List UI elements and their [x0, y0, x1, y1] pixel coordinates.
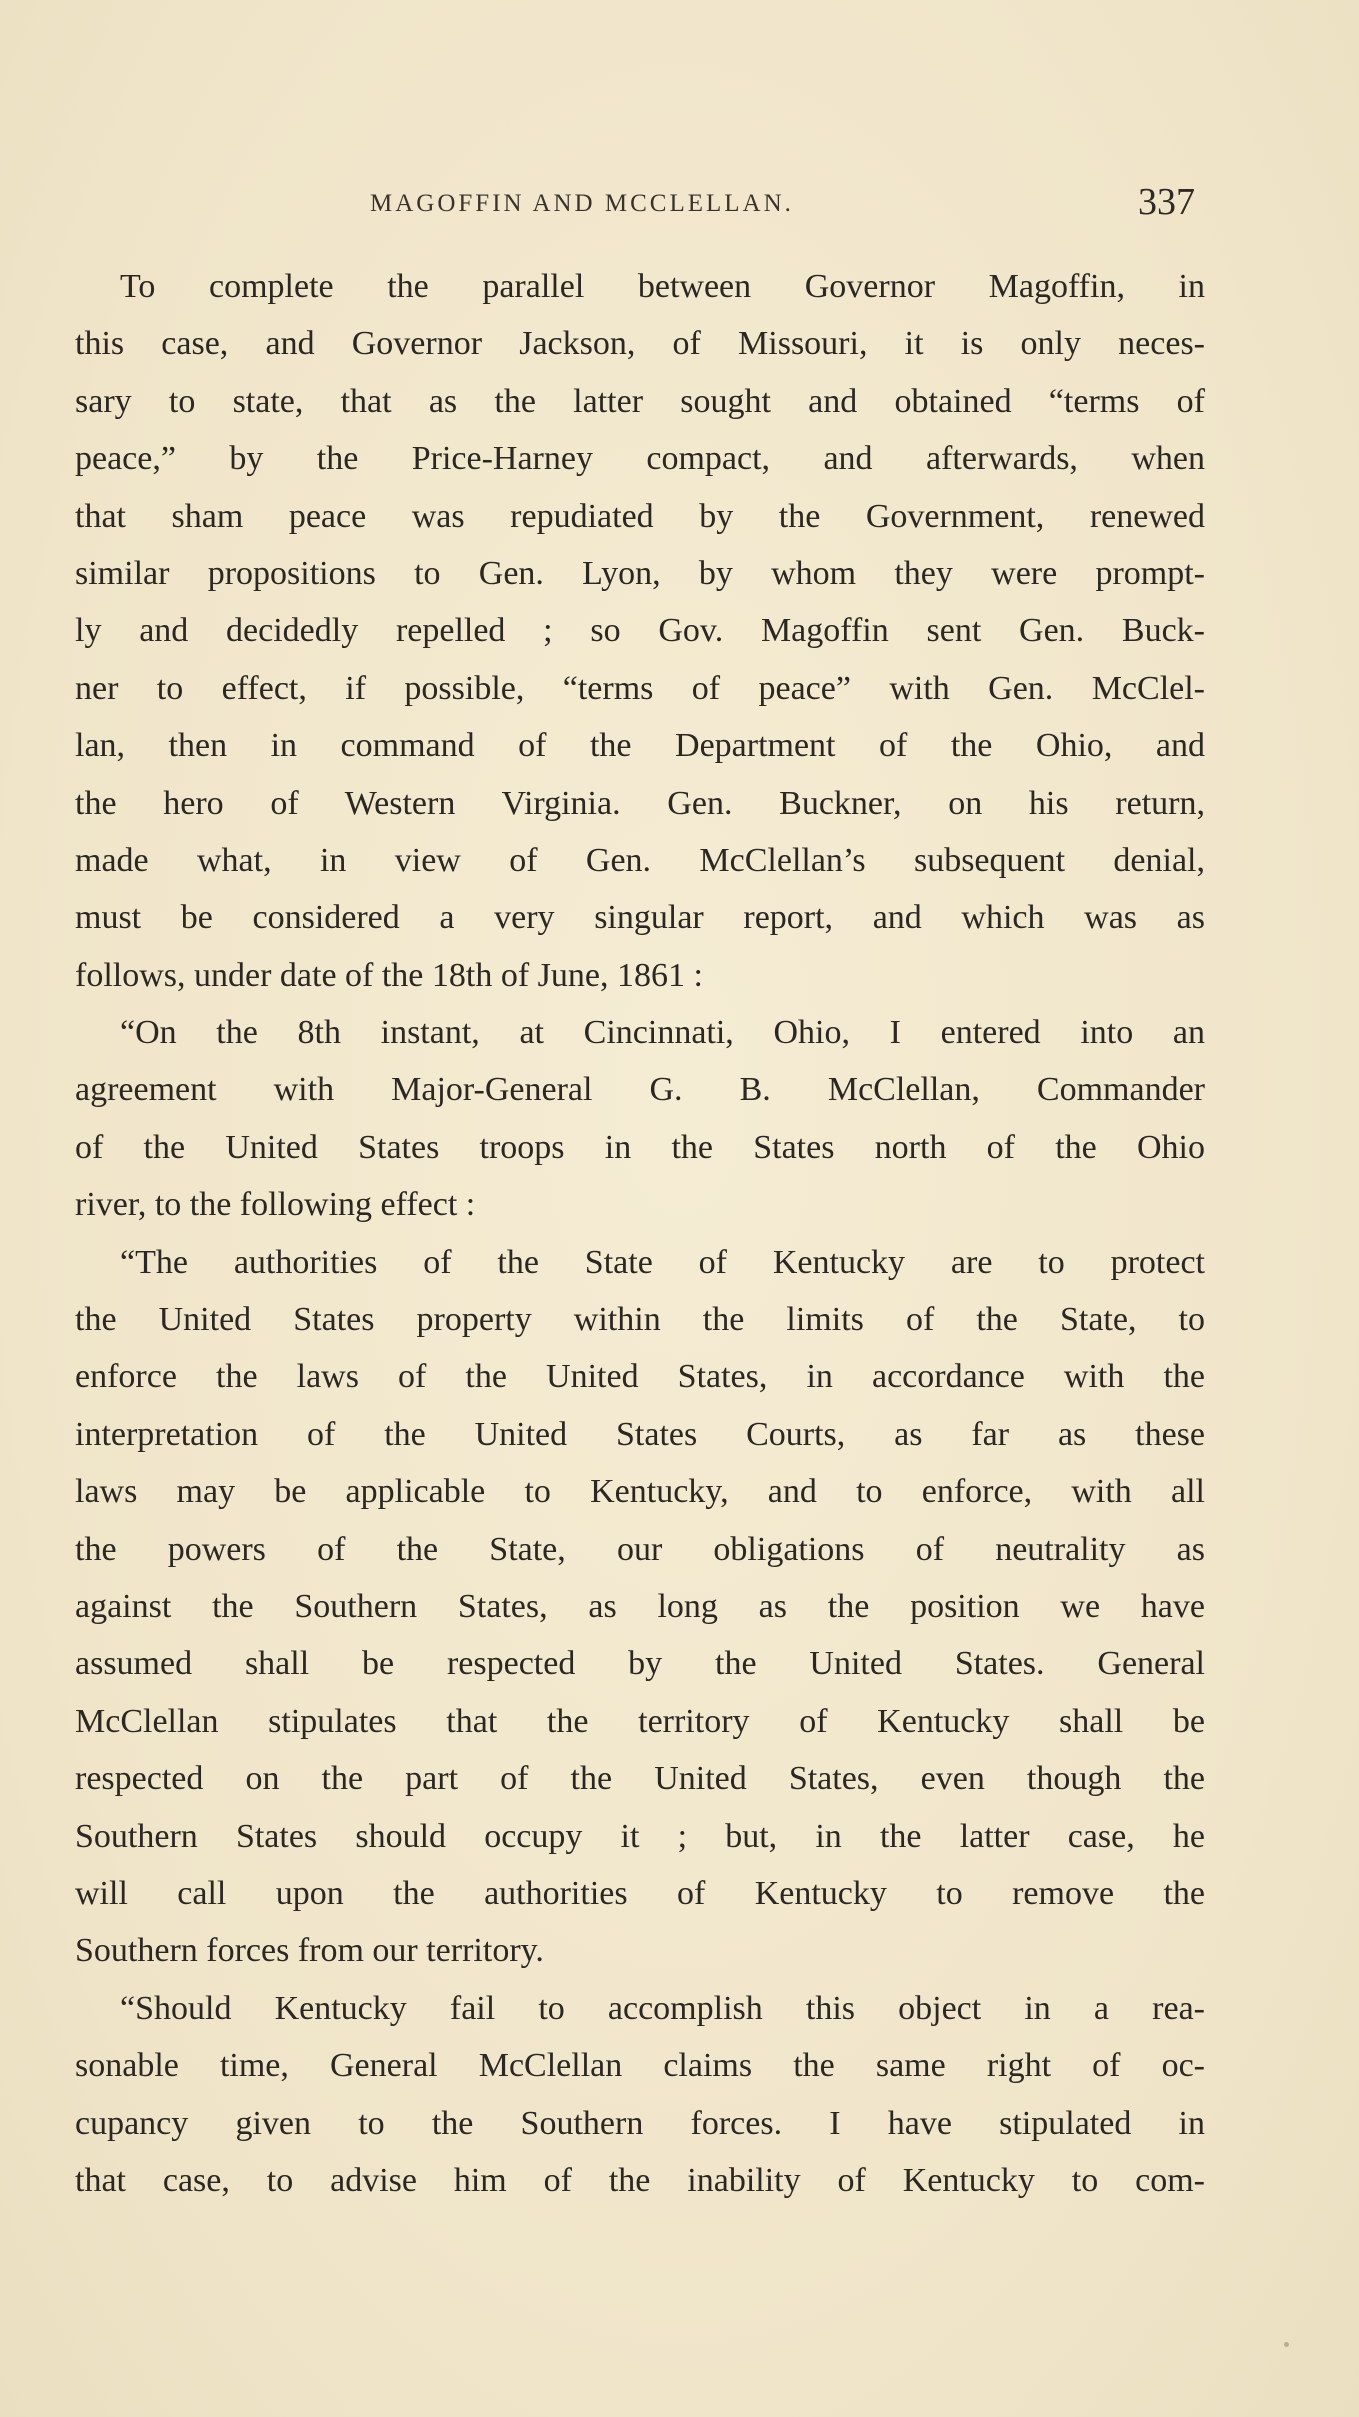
- text-line: Southern States should occupy it ; but, in the latter case, he: [75, 1817, 1205, 1855]
- text-line: must be considered a very singular report, and which was as: [75, 899, 1205, 937]
- text-line: river, to the following effect :: [75, 1186, 476, 1224]
- text-line: To complete the parallel between Governor Magoffin, in: [120, 268, 1205, 305]
- paper-speck: [1284, 2342, 1289, 2347]
- text-line: “Should Kentucky fail to accomplish this object in a rea-: [120, 1989, 1205, 2027]
- text-line: “The authorities of the State of Kentucky are to protect: [120, 1243, 1205, 1281]
- text-line: laws may be applicable to Kentucky, and to enforce, with all: [75, 1473, 1205, 1511]
- text-line: will call upon the authorities of Kentucky to remove the: [75, 1874, 1205, 1912]
- text-line: lan, then in command of the Department of the Ohio, and: [75, 727, 1205, 765]
- text-line: similar propositions to Gen. Lyon, by whom they were prompt-: [75, 554, 1205, 592]
- text-line: against the Southern States, as long as the position we have: [75, 1587, 1205, 1625]
- text-line: agreement with Major-General G. B. McClellan, Commander: [75, 1071, 1205, 1109]
- text-line: McClellan stipulates that the territory of Kentucky shall be: [75, 1702, 1205, 1740]
- text-line: the United States property within the limits of the State, to: [75, 1301, 1205, 1339]
- text-line: the powers of the State, our obligations of neutrality as: [75, 1530, 1205, 1568]
- text-line: assumed shall be respected by the United States. General: [75, 1645, 1205, 1683]
- text-line: enforce the laws of the United States, in accordance with the: [75, 1358, 1205, 1396]
- text-line: of the United States troops in the States north of the Ohio: [75, 1128, 1205, 1166]
- text-line: sary to state, that as the latter sought and obtained “terms of: [75, 382, 1205, 420]
- text-line: ner to effect, if possible, “terms of peace” with Gen. McClel-: [75, 669, 1205, 707]
- running-title: MAGOFFIN AND MCCLELLAN.: [370, 190, 794, 217]
- text-line: peace,” by the Price-Harney compact, and afterwards, when: [75, 440, 1205, 478]
- text-line: sonable time, General McClellan claims the same right of oc-: [75, 2047, 1205, 2085]
- text-line: Southern forces from our territory.: [75, 1932, 544, 1970]
- text-line: respected on the part of the United States, even though the: [75, 1760, 1205, 1798]
- text-line: this case, and Governor Jackson, of Missouri, it is only neces-: [75, 325, 1205, 363]
- text-line: interpretation of the United States Courts, as far as these: [75, 1415, 1205, 1453]
- text-line: made what, in view of Gen. McClellan’s subsequent denial,: [75, 841, 1205, 879]
- text-line: ly and decidedly repelled ; so Gov. Magoffin sent Gen. Buck-: [75, 612, 1205, 650]
- body-text: [75, 258, 1205, 2209]
- text-line: that case, to advise him of the inability of Kentucky to com-: [75, 2161, 1205, 2199]
- running-head: [75, 180, 1195, 230]
- text-line: that sham peace was repudiated by the Government, renewed: [75, 497, 1205, 535]
- text-line: “On the 8th instant, at Cincinnati, Ohio, I entered into an: [120, 1014, 1205, 1052]
- text-line: the hero of Western Virginia. Gen. Buckner, on his return,: [75, 784, 1205, 822]
- page-number: 337: [1138, 181, 1195, 223]
- text-line: follows, under date of the 18th of June, 1861 :: [75, 956, 703, 994]
- text-line: cupancy given to the Southern forces. I have stipulated in: [75, 2104, 1205, 2142]
